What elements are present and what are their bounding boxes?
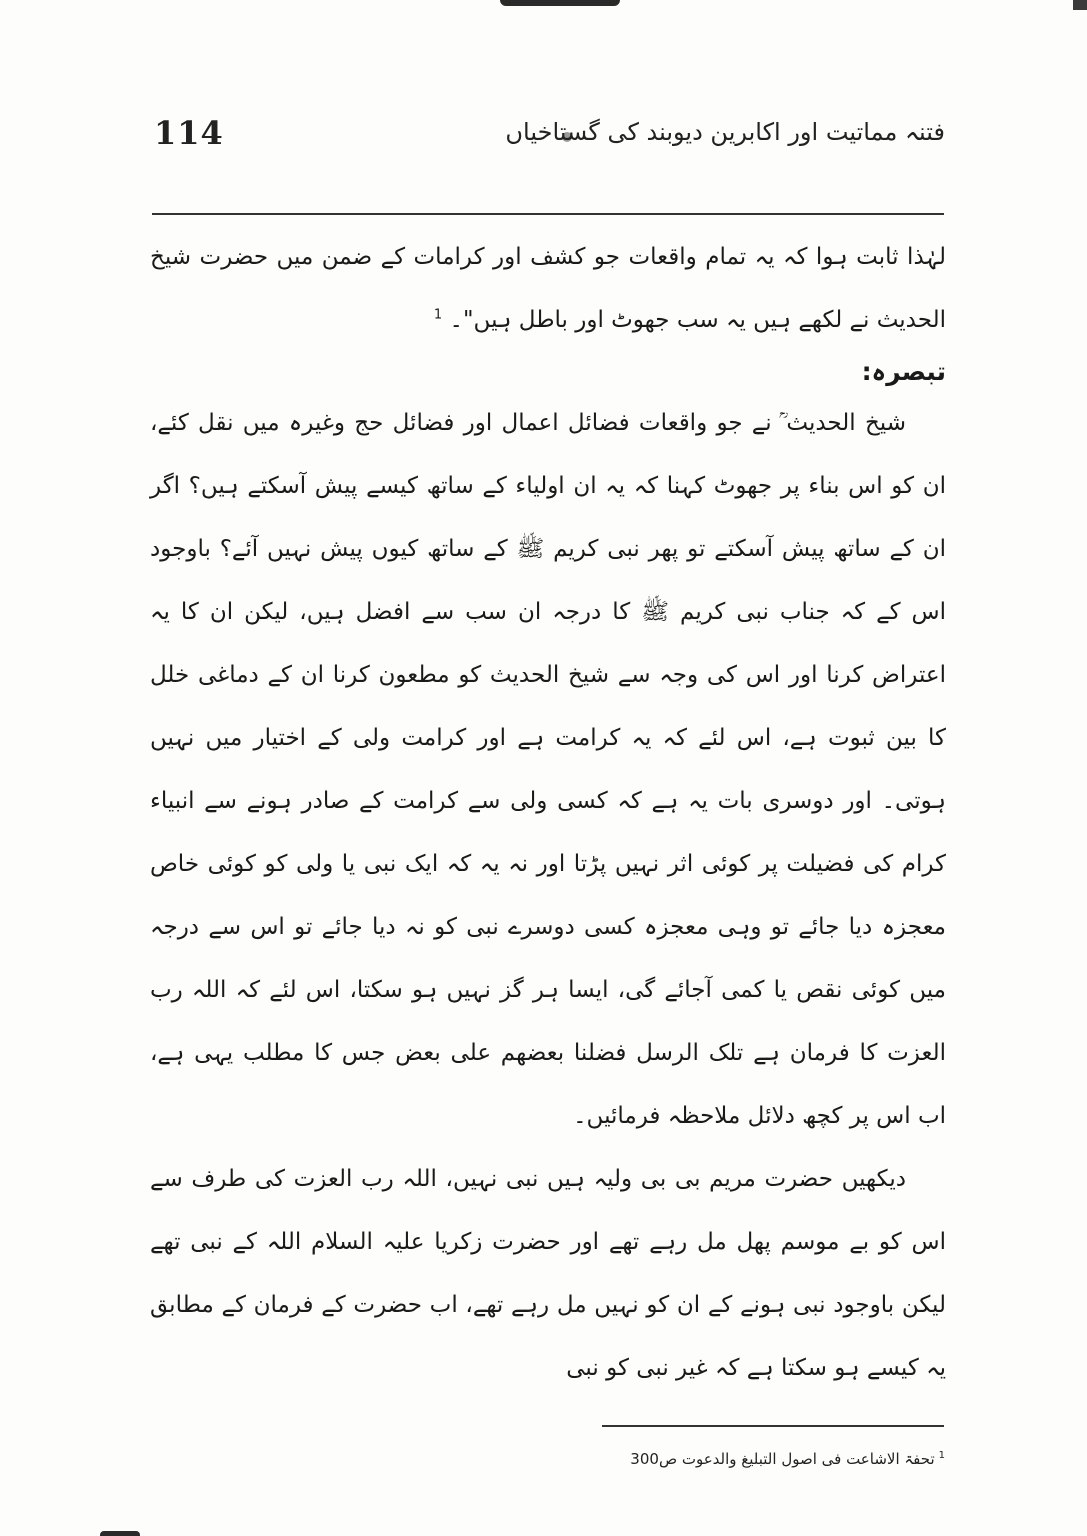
intro-paragraph xyxy=(150,226,946,352)
section-heading: تبصرہ: xyxy=(861,357,946,386)
footnote xyxy=(560,1450,945,1468)
header-divider xyxy=(152,213,944,215)
footnote-marker: 1 xyxy=(938,1450,945,1461)
scan-corner-mark xyxy=(1073,0,1087,10)
body-text xyxy=(150,226,946,1400)
scan-edge-mark xyxy=(500,0,620,6)
running-title: فتنہ مماتیت اور اکابرین دیوبند کی گستاخیاں xyxy=(505,118,945,146)
scan-bottom-mark xyxy=(100,1531,140,1536)
footnote-text: تحفۃ الاشاعت فی اصول التبلیغ والدعوت ص300 xyxy=(630,1450,935,1468)
paragraph-1: شیخ الحدیث ؒ نے جو واقعات فضائل اعمال اور فضائل حج وغیرہ میں نقل کئے، ان کو اس بناء پر جھوٹ کہنا کہ یہ ان اولیاء کے ساتھ کیسے پیش آسکتے ہیں؟ اگر ان کے ساتھ پیش آسکتے تو پھر نبی کریم ﷺ کے ساتھ کیوں پیش نہیں آئے؟ باوجود اس کے کہ جناب نبی کریم ﷺ کا درجہ ان سب سے افضل ہیں، لیکن ان کا یہ اعتراض کرنا اور اس کی وجہ سے شیخ الحدیث کو مطعون کرنا ان کے دماغی خلل کا بین ثبوت ہے، اس لئے کہ یہ کرامت ہے اور کرامت ولی کے اختیار میں نہیں ہوتی۔ اور دوسری بات یہ ہے کہ کسی ولی سے کرامت کے صادر ہونے سے انبیاء کرام کی فضیلت پر کوئی اثر نہیں پڑتا اور نہ یہ کہ ایک نبی یا ولی کو کوئی خاص معجزہ دیا جائے تو وہی معجزہ کسی دوسرے نبی کو نہ دیا جائے تو اس سے درجہ میں کوئی نقص یا کمی آجائے گی، ایسا ہر گز نہیں ہو سکتا، اس لئے کہ اللہ رب العزت کا فرمان ہے تلک الرسل فضلنا بعضهم علی بعض جس کا مطلب یہی ہے، اب اس پر کچھ دلائل ملاحظہ فرمائیں۔ xyxy=(150,410,946,1129)
paragraph-2: دیکھیں حضرت مریم بی بی ولیہ ہیں نبی نہیں، اللہ رب العزت کی طرف سے اس کو بے موسم پھل مل رہے تھے اور حضرت زکریا علیہ السلام اللہ کے نبی تھے لیکن باوجود نبی ہونے کے ان کو نہیں مل رہے تھے، اب حضرت کے فرمان کے مطابق یہ کیسے ہو سکتا ہے کہ غیر نبی کو نبی xyxy=(150,1166,946,1381)
intro-paragraph-text: لہٰذا ثابت ہوا کہ یہ تمام واقعات جو کشف اور کرامات کے ضمن میں حضرت شیخ الحدیث نے لکھے ہیں یہ سب جھوٹ اور باطل ہیں"۔ xyxy=(150,244,946,333)
page-header xyxy=(150,108,945,168)
footnote-divider xyxy=(602,1425,944,1427)
footnote-reference: 1 xyxy=(433,307,443,323)
page-number: 114 xyxy=(154,114,224,152)
